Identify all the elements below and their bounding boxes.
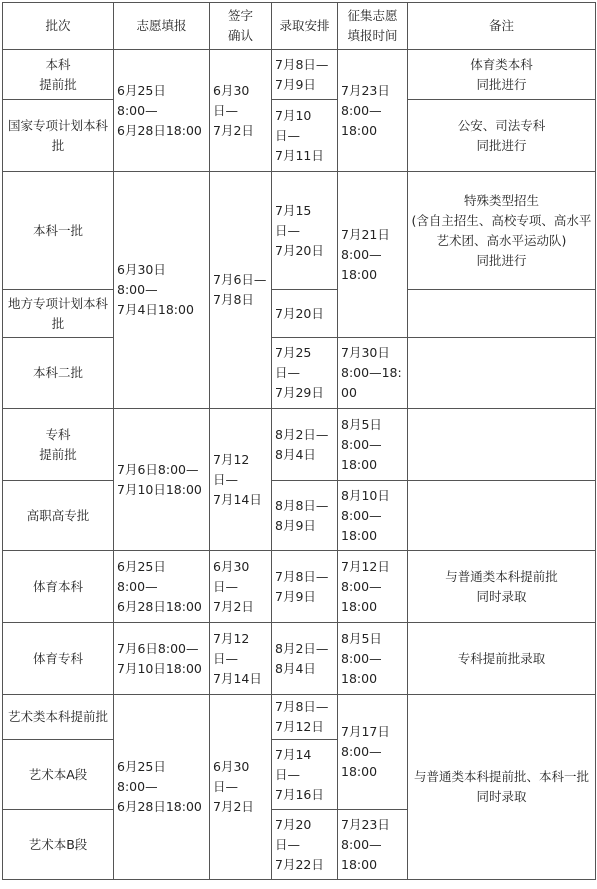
admit-cell: 7月8日— 7月9日 [272,50,338,100]
admit-cell: 7月8日— 7月9日 [272,551,338,623]
header-note: 备注 [408,3,596,50]
admit-cell: 7月15 日— 7月20日 [272,172,338,290]
admit-cell: 7月8日— 7月12日 [272,695,338,740]
collect-cell: 7月12日 8:00— 18:00 [338,551,408,623]
fill-cell: 6月25日 8:00— 6月28日18:00 [114,551,210,623]
fill-cell: 6月30日 8:00— 7月4日18:00 [114,172,210,409]
admit-cell: 8月2日— 8月4日 [272,623,338,695]
table-row [3,50,596,100]
note-cell [408,338,596,409]
batch-cell: 艺术本A段 [3,740,114,810]
fill-cell: 7月6日8:00— 7月10日18:00 [114,409,210,551]
admit-cell: 7月10 日— 7月11日 [272,100,338,172]
collect-cell: 8月5日 8:00— 18:00 [338,623,408,695]
sign-cell: 6月30 日— 7月2日 [210,695,272,880]
batch-cell: 地方专项计划本科批 [3,290,114,338]
fill-cell: 7月6日8:00— 7月10日18:00 [114,623,210,695]
collect-cell: 8月5日 8:00— 18:00 [338,409,408,481]
admit-cell: 8月8日— 8月9日 [272,481,338,551]
fill-cell: 6月25日 8:00— 6月28日18:00 [114,695,210,880]
sign-cell: 7月12 日— 7月14日 [210,623,272,695]
admission-schedule [2,2,596,880]
table-row [3,551,596,623]
table-row [3,290,596,338]
sign-cell: 6月30 日— 7月2日 [210,551,272,623]
header-batch: 批次 [3,3,114,50]
table-row [3,100,596,172]
admit-cell: 7月20 日— 7月22日 [272,810,338,880]
note-cell: 体育类本科 同批进行 [408,50,596,100]
batch-cell: 专科 提前批 [3,409,114,481]
collect-cell: 7月23日 8:00— 18:00 [338,810,408,880]
admit-cell: 7月14 日— 7月16日 [272,740,338,810]
admit-cell: 8月2日— 8月4日 [272,409,338,481]
header-row [3,3,596,50]
header-collect: 征集志愿 填报时间 [338,3,408,50]
collect-cell: 7月30日 8:00—18:00 [338,338,408,409]
collect-cell: 8月10日 8:00— 18:00 [338,481,408,551]
collect-cell: 7月23日 8:00— 18:00 [338,50,408,172]
table-row [3,338,596,409]
table-row [3,695,596,740]
batch-cell: 艺术本B段 [3,810,114,880]
sign-cell: 6月30 日— 7月2日 [210,50,272,172]
schedule-table [2,2,596,880]
sign-cell: 7月12 日— 7月14日 [210,409,272,551]
table-row [3,172,596,290]
batch-cell: 国家专项计划本科批 [3,100,114,172]
batch-cell: 本科 提前批 [3,50,114,100]
note-cell: 特殊类型招生 (含自主招生、高校专项、高水平艺术团、高水平运动队) 同批进行 [408,172,596,290]
sign-cell: 7月6日— 7月8日 [210,172,272,409]
table-row [3,623,596,695]
note-cell: 专科提前批录取 [408,623,596,695]
batch-cell: 艺术类本科提前批 [3,695,114,740]
collect-cell: 7月21日 8:00— 18:00 [338,172,408,338]
fill-cell: 6月25日 8:00— 6月28日18:00 [114,50,210,172]
note-cell: 与普通类本科提前批、本科一批 同时录取 [408,695,596,880]
note-cell [408,409,596,481]
table-row [3,481,596,551]
admit-cell: 7月25 日— 7月29日 [272,338,338,409]
note-cell [408,481,596,551]
collect-cell: 7月17日 8:00— 18:00 [338,695,408,810]
batch-cell: 体育专科 [3,623,114,695]
batch-cell: 本科一批 [3,172,114,290]
header-sign: 签字 确认 [210,3,272,50]
batch-cell: 体育本科 [3,551,114,623]
table-row [3,409,596,481]
note-cell [408,290,596,338]
note-cell: 公安、司法专科 同批进行 [408,100,596,172]
header-fill: 志愿填报 [114,3,210,50]
header-admit: 录取安排 [272,3,338,50]
batch-cell: 本科二批 [3,338,114,409]
admit-cell: 7月20日 [272,290,338,338]
note-cell: 与普通类本科提前批 同时录取 [408,551,596,623]
batch-cell: 高职高专批 [3,481,114,551]
